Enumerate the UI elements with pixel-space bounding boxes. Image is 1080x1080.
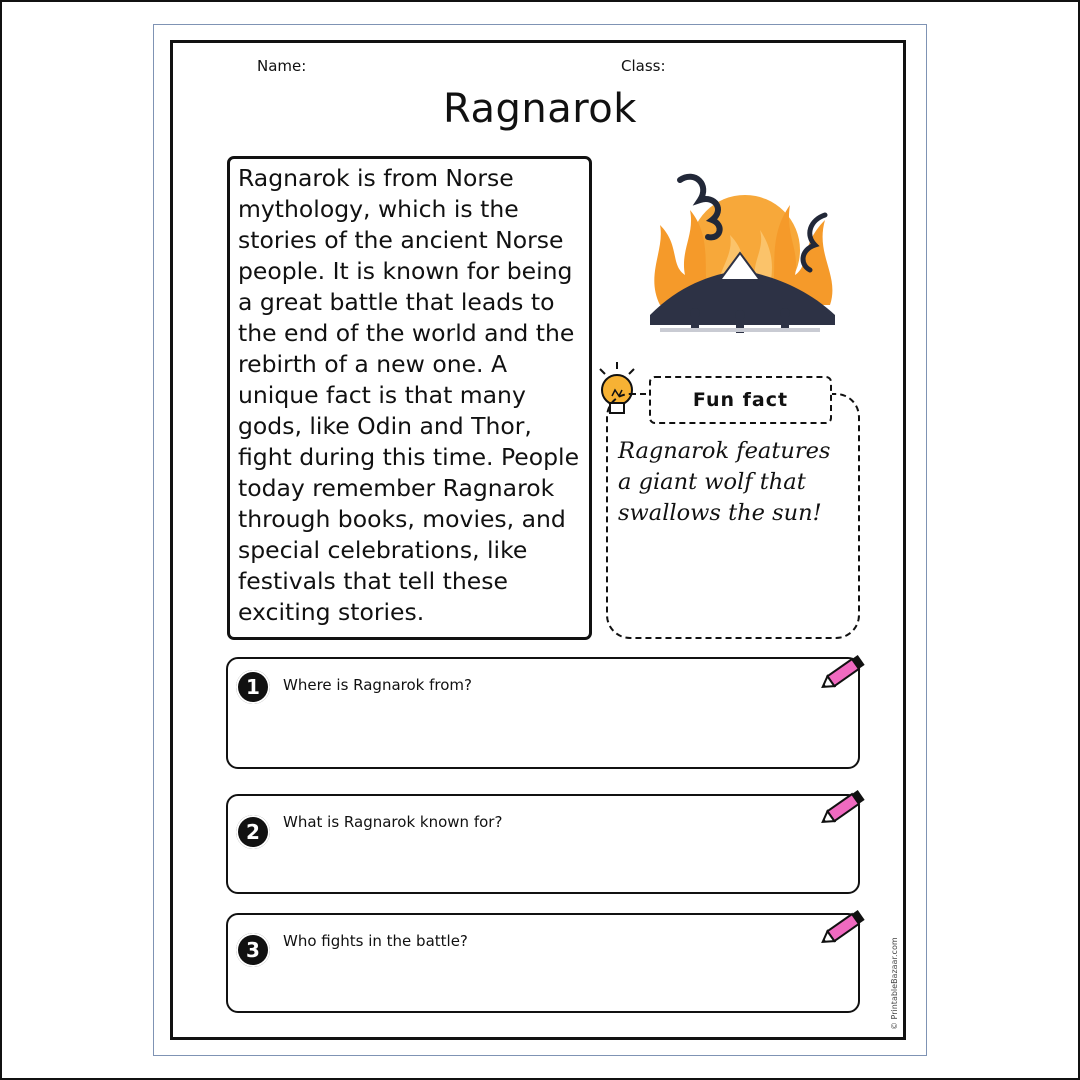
- question-number-1: 1: [236, 670, 270, 704]
- question-text-3: Who fights in the battle?: [283, 932, 468, 950]
- answer-box-1[interactable]: [226, 657, 860, 769]
- question-text-2: What is Ragnarok known for?: [283, 813, 503, 831]
- fun-fact-text: Ragnarok features a giant wolf that swallows the sun!: [618, 438, 831, 526]
- copyright-text: © PrintableBazaar.com: [890, 937, 899, 1030]
- answer-box-2[interactable]: [226, 794, 860, 894]
- passage-text: Ragnarok is from Norse mythology, which is the stories of the ancient Norse people. It is known for being a great battle that leads to the end of the world and the rebirth of a new one. A unique fact is that many gods, like Odin and Thor, fight during this time. People today remember Ragnarok through books, movies, and special celebrations, like festivals that tell these exciting stories.: [238, 164, 580, 626]
- pencil-icon: [818, 650, 870, 694]
- ragnarok-illustration: [640, 165, 840, 340]
- class-label: Class:: [621, 57, 666, 75]
- page-title: Ragnarok: [443, 86, 637, 132]
- question-number-3: 3: [236, 933, 270, 967]
- question-text-1: Where is Ragnarok from?: [283, 676, 472, 694]
- fun-fact-label: Fun fact: [649, 376, 832, 424]
- name-label: Name:: [257, 57, 307, 75]
- question-number-2: 2: [236, 815, 270, 849]
- answer-box-3[interactable]: [226, 913, 860, 1013]
- pencil-icon: [818, 785, 870, 829]
- pencil-icon: [818, 905, 870, 949]
